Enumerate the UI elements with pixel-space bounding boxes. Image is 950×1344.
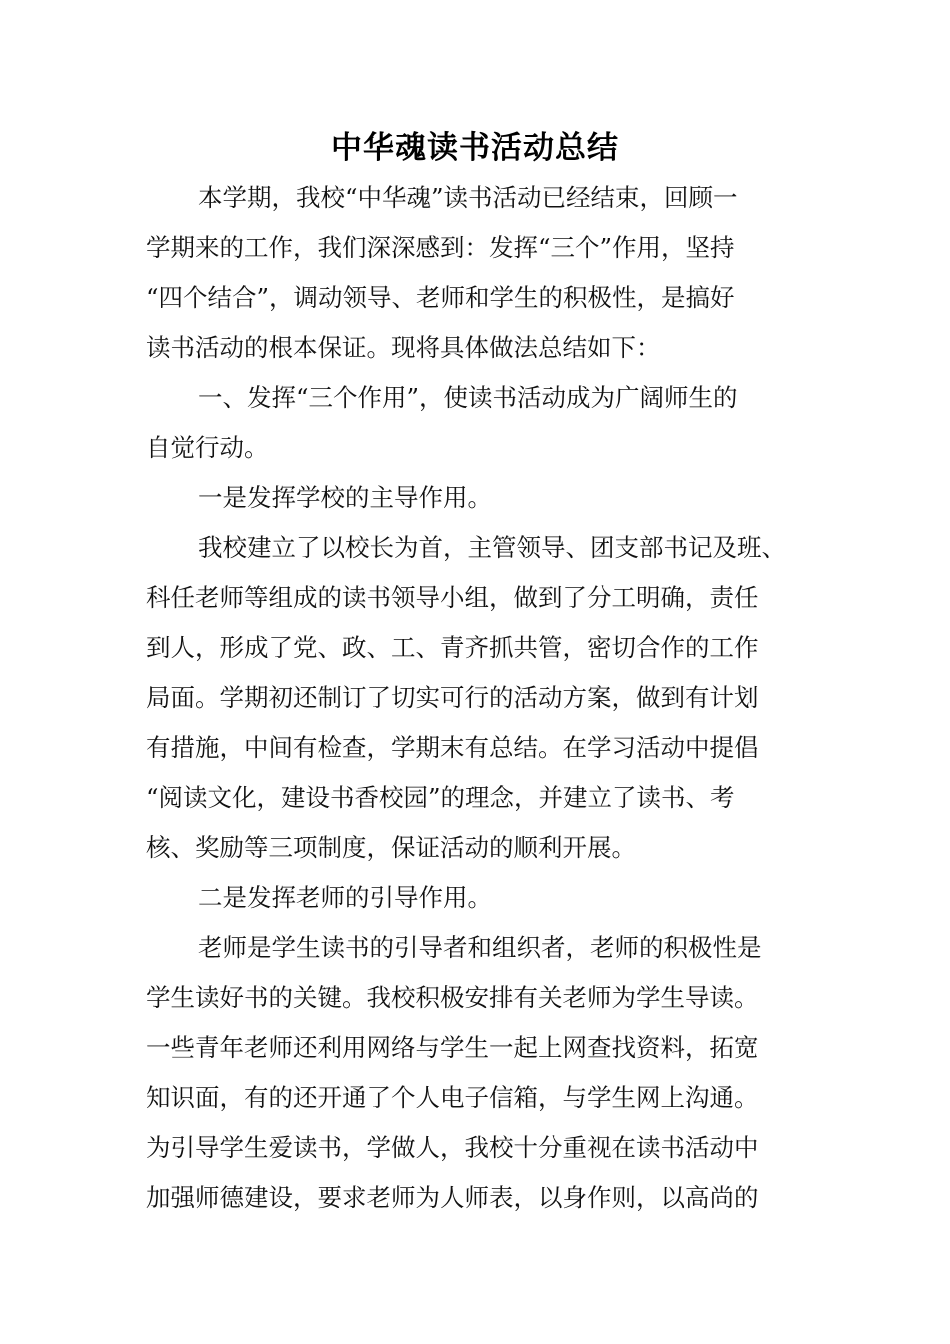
- paragraph-line: 学期来的工作，我们深深感到：发挥“三个”作用，坚持: [146, 233, 735, 262]
- paragraph-line: 知识面，有的还开通了个人电子信箱，与学生网上沟通。: [146, 1083, 759, 1112]
- section-heading: 一是发挥学校的主导作用。: [198, 483, 492, 512]
- paragraph-line: 读书活动的根本保证。现将具体做法总结如下：: [146, 333, 661, 362]
- paragraph-line: 我校建立了以校长为首，主管领导、团支部书记及班、: [198, 533, 786, 562]
- document-title: 中华魂读书活动总结: [331, 130, 619, 166]
- paragraph-line: 有措施，中间有检查，学期末有总结。在学习活动中提倡: [146, 733, 759, 762]
- paragraph-line: 自觉行动。: [146, 433, 269, 462]
- paragraph-line: 本学期，我校“中华魂”读书活动已经结束，回顾一: [198, 183, 738, 212]
- paragraph-line: 一些青年老师还利用网络与学生一起上网查找资料，拓宽: [146, 1033, 759, 1062]
- paragraph-line: 核、奖励等三项制度，保证活动的顺利开展。: [146, 833, 636, 862]
- paragraph-line: 学生读好书的关键。我校积极安排有关老师为学生导读。: [146, 983, 759, 1012]
- paragraph-line: “四个结合”，调动领导、老师和学生的积极性，是搞好: [146, 283, 735, 312]
- paragraph-line: 老师是学生读书的引导者和组织者，老师的积极性是: [198, 933, 762, 962]
- paragraph-line: 一、发挥“三个作用”，使读书活动成为广阔师生的: [198, 383, 738, 412]
- paragraph-line: 加强师德建设，要求老师为人师表，以身作则，以高尚的: [146, 1183, 759, 1212]
- paragraph-line: 科任老师等组成的读书领导小组，做到了分工明确，责任: [146, 583, 759, 612]
- paragraph-line: 为引导学生爱读书，学做人，我校十分重视在读书活动中: [146, 1133, 759, 1162]
- section-heading: 二是发挥老师的引导作用。: [198, 883, 492, 912]
- paragraph-line: 到人，形成了党、政、工、青齐抓共管，密切合作的工作: [146, 633, 759, 662]
- paragraph-line: 局面。学期初还制订了切实可行的活动方案，做到有计划: [146, 683, 759, 712]
- paragraph-line: “阅读文化，建设书香校园”的理念，并建立了读书、考: [146, 783, 735, 812]
